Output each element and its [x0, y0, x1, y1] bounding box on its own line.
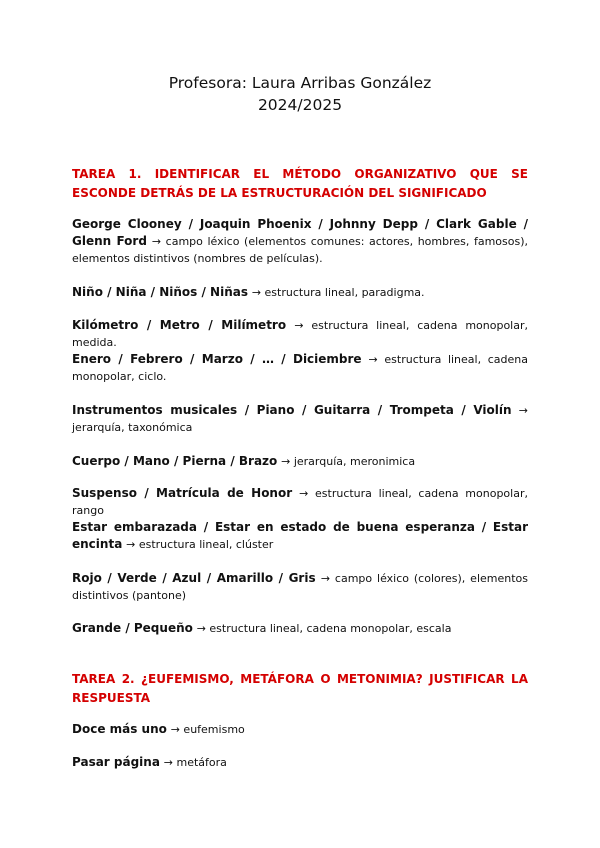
task1-title: TAREA 1. IDENTIFICAR EL MÉTODO ORGANIZATIVO QUE SE ESCONDE DETRÁS DE LA ESTRUCTURACIÓN DEL SIGNIFICADO [72, 167, 528, 200]
item-answer: → estructura lineal, paradigma. [251, 286, 425, 299]
item-example: Grande / Pequeño [72, 621, 193, 635]
task1-item [72, 402, 528, 436]
item-answer: → estructura lineal, cadena monopolar, medida. [72, 319, 528, 349]
item-example: Doce más uno [72, 722, 167, 736]
item-example: Cuerpo / Mano / Pierna / Brazo [72, 454, 278, 468]
item-answer: → eufemismo [170, 723, 245, 736]
item-example: Niño / Niña / Niños / Niñas [72, 285, 248, 299]
task2-item [72, 721, 528, 738]
task1-item [72, 284, 528, 301]
item-example: Estar embarazada / Estar en estado de buena esperanza / Estar encinta [72, 520, 528, 551]
task2-title: TAREA 2. ¿EUFEMISMO, METÁFORA O METONIMIA? JUSTIFICAR LA RESPUESTA [72, 672, 528, 705]
item-answer: → estructura lineal, cadena monopolar, ciclo. [72, 353, 528, 383]
item-example: Suspenso / Matrícula de Honor [72, 486, 293, 500]
item-answer: → estructura lineal, cadena monopolar, escala [196, 622, 452, 635]
item-answer: → jerarquía, taxonómica [72, 404, 528, 434]
task1-item [72, 620, 528, 637]
item-example: George Clooney / Joaquin Phoenix / Johnny Depp / Clark Gable / Glenn Ford [72, 217, 528, 248]
task1-item [72, 351, 528, 385]
item-answer: → campo léxico (colores), elementos distintivos (pantone) [72, 572, 528, 602]
school-year: 2024/2025 [257, 96, 343, 114]
item-example: Kilómetro / Metro / Milímetro [72, 318, 287, 332]
task1-item [72, 485, 528, 519]
task1-item [72, 519, 528, 553]
item-answer: → campo léxico (elementos comunes: actores, hombres, famosos), elementos distintivos (nombres de películas). [72, 235, 528, 265]
item-answer: → estructura lineal, clúster [126, 538, 274, 551]
item-example: Pasar página [72, 755, 160, 769]
item-example: Enero / Febrero / Marzo / … / Diciembre [72, 352, 362, 366]
task2-item [72, 754, 528, 771]
item-answer: → estructura lineal, cadena monopolar, rango [72, 487, 528, 517]
item-example: Instrumentos musicales / Piano / Guitarra / Trompeta / Violín [72, 403, 512, 417]
item-example: Rojo / Verde / Azul / Amarillo / Gris [72, 571, 316, 585]
item-answer: → metáfora [163, 756, 227, 769]
task1-item [72, 453, 528, 470]
task1-item [72, 317, 528, 351]
task1-item [72, 216, 528, 267]
item-answer: → jerarquía, meronimica [281, 455, 416, 468]
task1-item [72, 570, 528, 604]
teacher-name: Profesora: Laura Arribas González [168, 74, 432, 92]
page-header [0, 72, 600, 116]
